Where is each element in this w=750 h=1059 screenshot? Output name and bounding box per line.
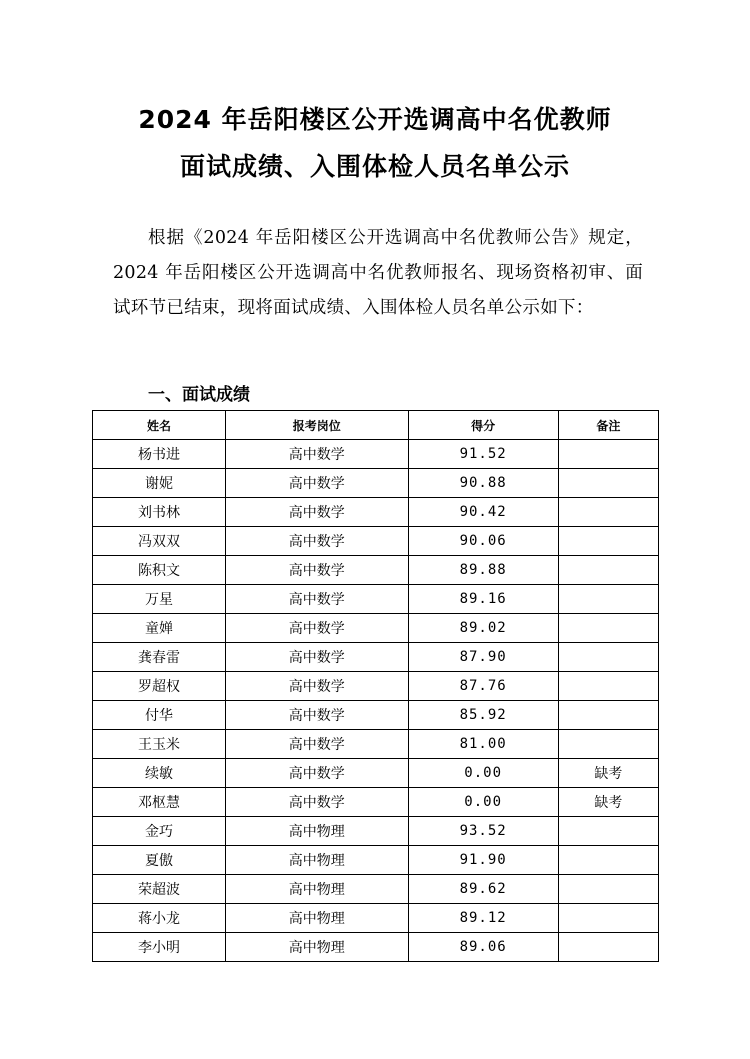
cell-score: 90.88: [408, 469, 558, 498]
cell-position: 高中物理: [226, 904, 409, 933]
header-note: 备注: [558, 411, 658, 440]
header-name: 姓名: [93, 411, 226, 440]
cell-position: 高中数学: [226, 643, 409, 672]
cell-score: 89.62: [408, 875, 558, 904]
cell-note: [558, 672, 658, 701]
table-row: [93, 527, 659, 556]
cell-position: 高中数学: [226, 440, 409, 469]
cell-position: 高中数学: [226, 498, 409, 527]
cell-note: [558, 527, 658, 556]
cell-position: 高中物理: [226, 933, 409, 962]
cell-position: 高中数学: [226, 469, 409, 498]
table-row: [93, 556, 659, 585]
table-row: [93, 614, 659, 643]
table-row: [93, 643, 659, 672]
cell-note: [558, 933, 658, 962]
cell-name: 续敏: [93, 759, 226, 788]
cell-name: 李小明: [93, 933, 226, 962]
cell-note: [558, 875, 658, 904]
table-row: [93, 469, 659, 498]
cell-name: 冯双双: [93, 527, 226, 556]
table-row: [93, 730, 659, 759]
table-row: [93, 875, 659, 904]
cell-score: 90.06: [408, 527, 558, 556]
table-row: [93, 846, 659, 875]
header-score: 得分: [408, 411, 558, 440]
cell-name: 王玉米: [93, 730, 226, 759]
table-row: [93, 817, 659, 846]
cell-position: 高中数学: [226, 759, 409, 788]
cell-score: 91.52: [408, 440, 558, 469]
cell-score: 0.00: [408, 788, 558, 817]
cell-score: 0.00: [408, 759, 558, 788]
cell-note: [558, 585, 658, 614]
cell-note: [558, 614, 658, 643]
cell-position: 高中数学: [226, 788, 409, 817]
cell-note: [558, 846, 658, 875]
document-title-line-2: 面试成绩、入围体检人员名单公示: [179, 152, 570, 181]
cell-name: 付华: [93, 701, 226, 730]
cell-score: 89.02: [408, 614, 558, 643]
cell-position: 高中物理: [226, 817, 409, 846]
cell-position: 高中数学: [226, 585, 409, 614]
cell-position: 高中数学: [226, 672, 409, 701]
cell-name: 谢妮: [93, 469, 226, 498]
cell-score: 90.42: [408, 498, 558, 527]
cell-name: 杨书进: [93, 440, 226, 469]
cell-position: 高中物理: [226, 875, 409, 904]
table-row: [93, 672, 659, 701]
cell-position: 高中数学: [226, 527, 409, 556]
scores-table: [92, 410, 659, 962]
table-row: [93, 759, 659, 788]
cell-name: 童婵: [93, 614, 226, 643]
cell-name: 夏傲: [93, 846, 226, 875]
document-title-line-1: 2024 年岳阳楼区公开选调高中名优教师: [138, 105, 612, 134]
cell-score: 87.76: [408, 672, 558, 701]
cell-note: [558, 643, 658, 672]
cell-note: [558, 556, 658, 585]
cell-name: 龚春雷: [93, 643, 226, 672]
cell-score: 89.88: [408, 556, 558, 585]
cell-note: [558, 904, 658, 933]
cell-score: 89.06: [408, 933, 558, 962]
cell-note: [558, 498, 658, 527]
cell-score: 89.16: [408, 585, 558, 614]
intro-text: 根据《2024 年岳阳楼区公开选调高中名优教师公告》规定，2024 年岳阳楼区公开选调高中名优教师报名、现场资格初审、面试环节已结束，现将面试成绩、入围体检人员名单公示如下：: [113, 228, 643, 318]
cell-name: 蒋小龙: [93, 904, 226, 933]
cell-position: 高中数学: [226, 614, 409, 643]
cell-note: [558, 440, 658, 469]
cell-note: 缺考: [558, 788, 658, 817]
header-position: 报考岗位: [226, 411, 409, 440]
cell-position: 高中物理: [226, 846, 409, 875]
table-row: [93, 933, 659, 962]
cell-note: 缺考: [558, 759, 658, 788]
cell-name: 万星: [93, 585, 226, 614]
table-row: [93, 788, 659, 817]
cell-score: 81.00: [408, 730, 558, 759]
cell-name: 陈积文: [93, 556, 226, 585]
cell-score: 91.90: [408, 846, 558, 875]
table-header-row: [93, 411, 659, 440]
cell-score: 93.52: [408, 817, 558, 846]
cell-position: 高中数学: [226, 701, 409, 730]
cell-score: 85.92: [408, 701, 558, 730]
cell-note: [558, 817, 658, 846]
table-row: [93, 701, 659, 730]
cell-position: 高中数学: [226, 556, 409, 585]
table-row: [93, 498, 659, 527]
intro-paragraph: [113, 221, 643, 326]
cell-name: 罗超权: [93, 672, 226, 701]
cell-note: [558, 469, 658, 498]
cell-position: 高中数学: [226, 730, 409, 759]
cell-score: 89.12: [408, 904, 558, 933]
cell-name: 金巧: [93, 817, 226, 846]
table-body: [93, 440, 659, 962]
table-row: [93, 440, 659, 469]
cell-note: [558, 730, 658, 759]
cell-name: 荣超波: [93, 875, 226, 904]
section-heading-interview-scores: 一、面试成绩: [148, 385, 250, 405]
table-row: [93, 585, 659, 614]
cell-note: [558, 701, 658, 730]
cell-name: 刘书林: [93, 498, 226, 527]
cell-score: 87.90: [408, 643, 558, 672]
table-row: [93, 904, 659, 933]
cell-name: 邓枢慧: [93, 788, 226, 817]
